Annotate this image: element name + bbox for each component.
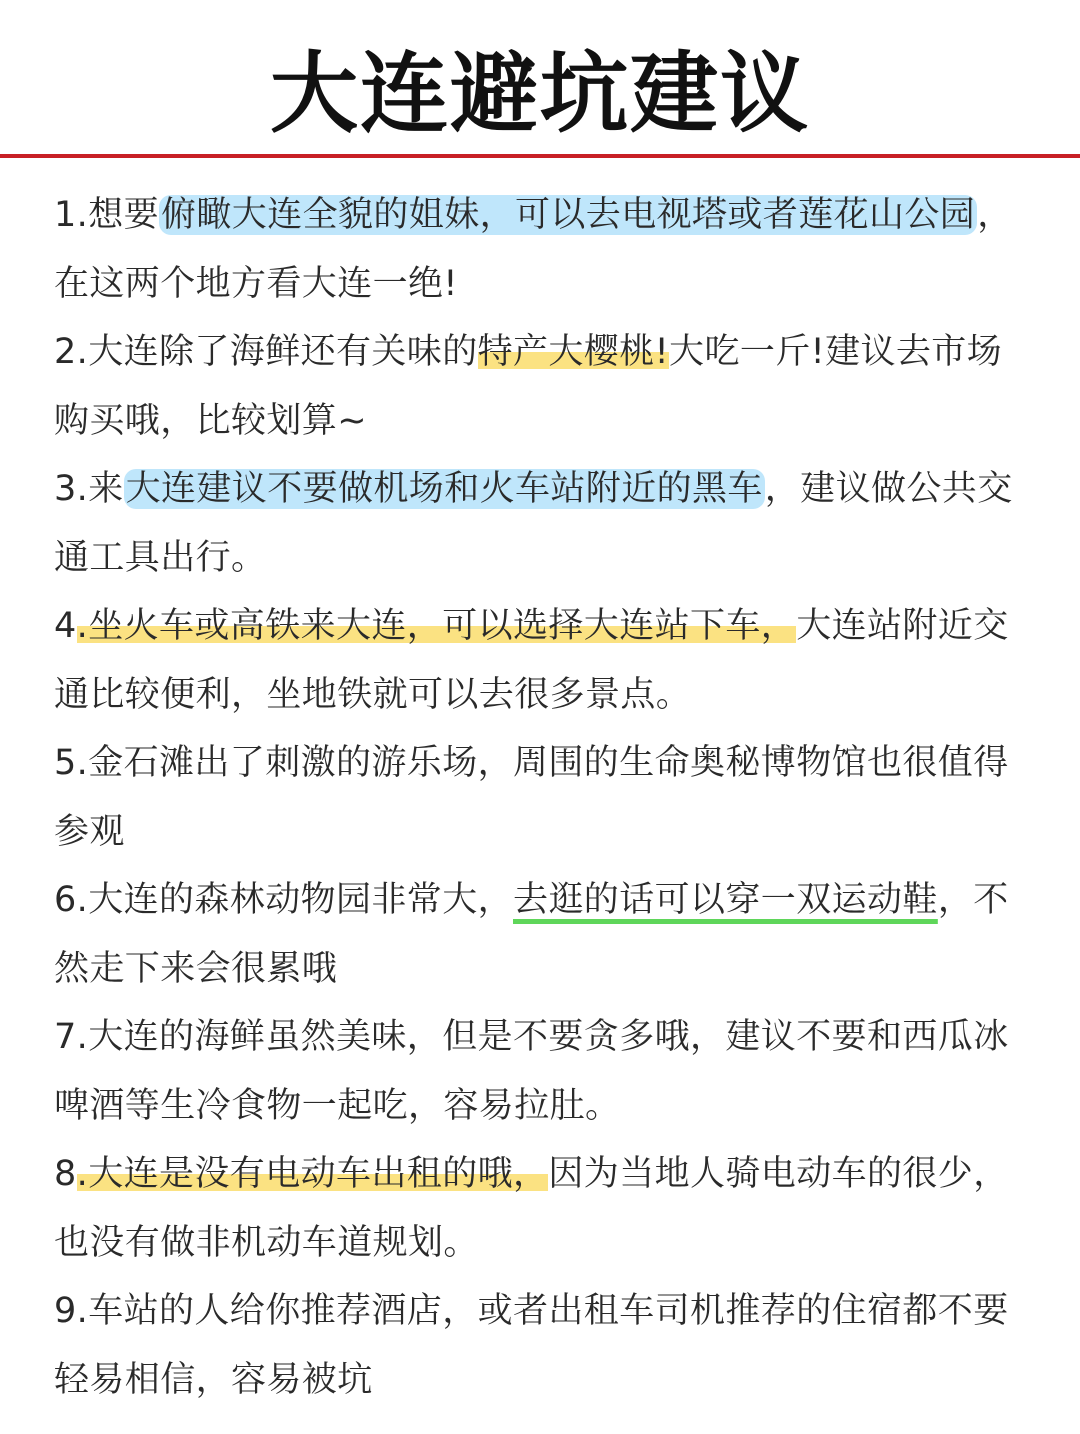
- tip-item-1: [54, 181, 1026, 318]
- tip-text: 4: [54, 606, 77, 646]
- tip-text: ，建议做公共交通工具出行。: [54, 469, 1013, 578]
- highlighted-text: 大连建议不要做机场和火车站附近的黑车: [125, 469, 763, 509]
- tip-item-5: [54, 729, 1026, 866]
- tips-list: [54, 181, 1026, 1414]
- tip-text: ，在这两个地方看大连一绝!: [54, 195, 1013, 304]
- underlined-text: 去逛的话可以穿一双运动鞋: [513, 880, 938, 920]
- tip-text: 大吃一斤!建议去市场购买哦，比较划算~: [54, 332, 1003, 441]
- tip-item-8: [54, 1140, 1026, 1277]
- tip-item-2: [54, 318, 1026, 455]
- title-divider: [0, 154, 1080, 158]
- tip-text: 3.来: [54, 469, 124, 509]
- tip-text: 7.大连的海鲜虽然美味，但是不要贪多哦，建议不要和西瓜冰啤酒等生冷食物一起吃，容易拉肚。: [54, 1017, 1009, 1126]
- tip-text: 5.金石滩出了刺激的游乐场，周围的生命奥秘博物馆也很值得参观: [54, 743, 1009, 852]
- tip-text: 8: [54, 1154, 77, 1194]
- tip-item-9: [54, 1277, 1026, 1414]
- tip-text: 6.大连的森林动物园非常大，: [54, 880, 513, 920]
- page-title: 大连避坑建议: [269, 41, 810, 145]
- highlighted-text: 特产大樱桃!: [477, 332, 670, 372]
- tip-text: 因为当地人骑电动车的很少，也没有做非机动车道规划。: [54, 1154, 1009, 1263]
- tip-item-6: [54, 866, 1026, 1003]
- tip-text: 2.大连除了海鲜还有关味的: [54, 332, 478, 372]
- tip-item-7: [54, 1003, 1026, 1140]
- tip-text: 1.想要: [54, 195, 159, 235]
- tip-item-4: [54, 592, 1026, 729]
- highlighted-text: .坐火车或高铁来大连，可以选择大连站下车，: [76, 606, 797, 646]
- tip-text: ，不然走下来会很累哦: [54, 880, 1009, 989]
- highlighted-text: 俯瞰大连全貌的姐妹，可以去电视塔或者莲花山公园: [161, 195, 976, 235]
- highlighted-text: .大连是没有电动车出租的哦，: [76, 1154, 549, 1194]
- tip-item-3: [54, 455, 1026, 592]
- tip-text: 9.车站的人给你推荐酒店，或者出租车司机推荐的住宿都不要轻易相信，容易被坑: [54, 1291, 1009, 1400]
- tip-text: 大连站附近交通比较便利，坐地铁就可以去很多景点。: [54, 606, 1009, 715]
